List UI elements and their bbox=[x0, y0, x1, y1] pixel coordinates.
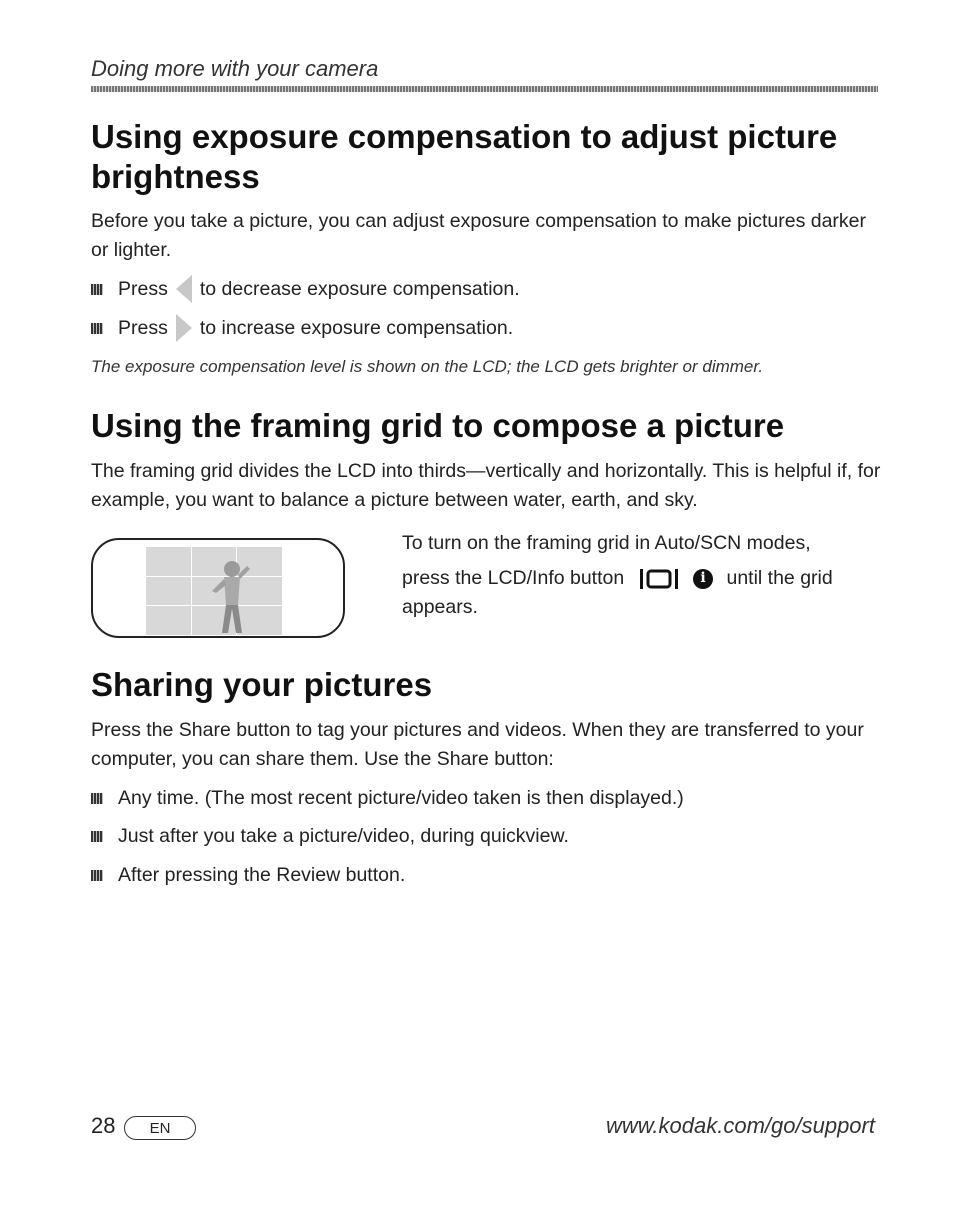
section-title-exposure: Using exposure compensation to adjust picture brightness bbox=[91, 118, 838, 195]
left-arrow-icon bbox=[176, 275, 192, 303]
instruction-line-3: appears. bbox=[402, 596, 478, 618]
bullet-icon bbox=[91, 831, 103, 842]
instruction-post: until the grid bbox=[726, 567, 833, 589]
bullet-text: Any time. (The most recent picture/video taken is then displayed.) bbox=[118, 787, 684, 809]
bullet-icon bbox=[91, 284, 103, 295]
header-rule bbox=[91, 86, 878, 92]
section-title-sharing: Sharing your pictures bbox=[91, 666, 433, 703]
bullet-post: to decrease exposure compensation. bbox=[199, 277, 520, 300]
bullet-icon bbox=[91, 870, 103, 881]
bullet-text: After pressing the Review button. bbox=[118, 864, 406, 886]
bullet-icon bbox=[91, 323, 103, 334]
running-head: Doing more with your camera bbox=[91, 56, 379, 81]
bullet-post: to increase exposure compensation. bbox=[199, 316, 514, 339]
page-number: 28 bbox=[91, 1113, 116, 1138]
exposure-note: The exposure compensation level is shown on the LCD; the LCD gets brighter or dimmer. bbox=[91, 357, 764, 376]
exposure-intro: Before you take a picture, you can adjust exposure compensation to make pictures darker or lighter. bbox=[91, 210, 867, 261]
list-item bbox=[91, 787, 684, 810]
bullet-pre: Press bbox=[118, 277, 168, 300]
instruction-line-2 bbox=[402, 564, 872, 593]
bullet-pre: Press bbox=[118, 316, 168, 339]
support-url[interactable]: www.kodak.com/go/support bbox=[605, 1113, 875, 1138]
instruction-pre: press the LCD/Info button bbox=[402, 567, 625, 589]
info-icon: i bbox=[693, 569, 713, 589]
sharing-intro: Press the Share button to tag your pictures and videos. When they are transferred to your computer, you can share them. Use the Share button: bbox=[91, 719, 864, 770]
list-item bbox=[91, 275, 520, 303]
right-arrow-icon bbox=[176, 314, 192, 342]
framing-grid-intro: The framing grid divides the LCD into thirds—vertically and horizontally. This is helpful if, for example, you want to balance a picture between water, earth, and sky. bbox=[91, 460, 881, 511]
person-figure-icon bbox=[146, 547, 282, 635]
section-title-framing-grid: Using the framing grid to compose a picture bbox=[91, 407, 785, 444]
list-item bbox=[91, 314, 513, 342]
language-badge: EN bbox=[124, 1116, 196, 1140]
lcd-grid-preview-image bbox=[146, 547, 282, 635]
lcd-button-icon bbox=[640, 568, 680, 590]
bullet-text: Just after you take a picture/video, during quickview. bbox=[118, 825, 569, 847]
bullet-icon bbox=[91, 793, 103, 804]
framing-grid-instruction bbox=[402, 529, 872, 622]
instruction-line-1: To turn on the framing grid in Auto/SCN modes, bbox=[402, 532, 811, 554]
list-item bbox=[91, 825, 569, 848]
list-item bbox=[91, 864, 405, 887]
